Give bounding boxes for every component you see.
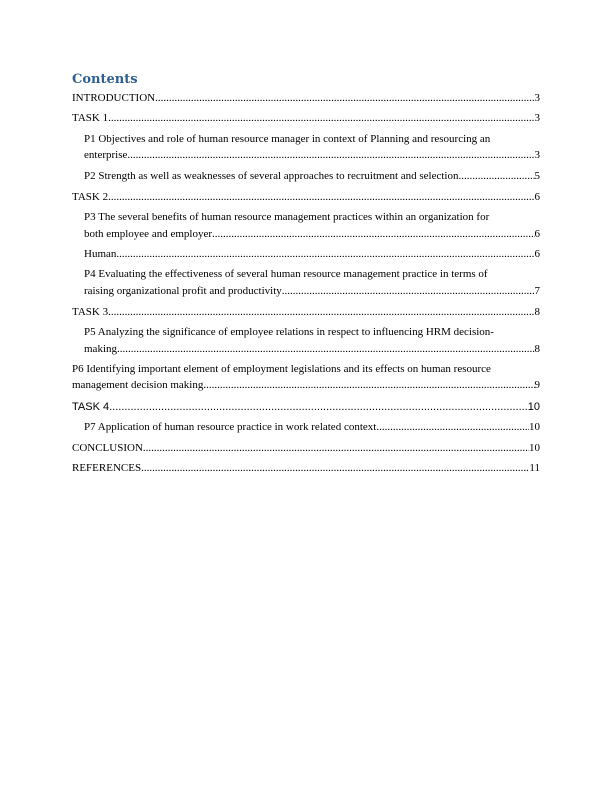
toc-entry-p3-first-line[interactable]: P3 The several benefits of human resource management practices within an organization for <box>84 211 490 223</box>
toc-entry-task-4[interactable] <box>72 401 540 414</box>
toc-entry-label: REFERENCES <box>72 462 142 474</box>
toc-entry-label: TASK 3 <box>72 306 109 318</box>
toc-entry-task-2[interactable] <box>72 191 540 204</box>
toc-entry-task-3[interactable] <box>72 306 540 319</box>
leader-dots <box>109 401 528 414</box>
toc-entry-page: 8 <box>534 343 540 355</box>
leader-dots <box>141 462 529 475</box>
toc-entry-references[interactable] <box>72 462 540 475</box>
toc-entry-page: 8 <box>534 306 540 318</box>
toc-entry-page: 6 <box>534 228 540 240</box>
toc-entry-page: 10 <box>527 401 540 413</box>
toc-entry-p6[interactable] <box>72 379 540 392</box>
leader-dots <box>108 306 534 319</box>
toc-entry-label: TASK 2 <box>72 191 109 203</box>
leader-dots <box>116 248 534 261</box>
toc-entry-p4-first-line[interactable]: P4 Evaluating the effectiveness of several human resource management practice in terms of <box>84 268 488 280</box>
toc-entry-p5-first-line[interactable]: P5 Analyzing the significance of employee relations in respect to influencing HRM decision- <box>84 326 494 338</box>
toc-entry-label: P7 Application of human resource practice in work related context <box>84 421 377 433</box>
toc-entry-label: P2 Strength as well as weaknesses of several approaches to recruitment and selection <box>84 170 459 182</box>
toc-entry-page: 5 <box>534 170 540 182</box>
toc-entry-p2[interactable] <box>84 170 540 183</box>
toc-entry-p1[interactable] <box>84 149 540 162</box>
toc-entry-introduction[interactable] <box>72 92 540 105</box>
toc-entry-label: TASK 1 <box>72 112 109 124</box>
leader-dots <box>143 442 529 455</box>
toc-entry-page: 7 <box>534 285 540 297</box>
leader-dots <box>108 191 534 204</box>
toc-entry-label: TASK 4 <box>72 401 110 413</box>
toc-entry-page: 3 <box>534 112 540 124</box>
toc-entry-label: CONCLUSION <box>72 442 143 454</box>
toc-heading: Contents <box>72 72 138 87</box>
toc-entry-page: 3 <box>534 92 540 104</box>
toc-entry-page: 10 <box>529 442 540 454</box>
leader-dots <box>117 343 535 356</box>
toc-entry-p7[interactable] <box>84 421 540 434</box>
toc-entry-page: 10 <box>529 421 540 433</box>
toc-entry-page: 6 <box>534 191 540 203</box>
toc-entry-p3[interactable] <box>84 228 540 241</box>
toc-entry-label: both employee and employer <box>84 228 212 240</box>
toc-entry-p6-first-line[interactable]: P6 Identifying important element of employment legislations and its effects on human resource <box>72 363 491 375</box>
toc-entry-page: 9 <box>534 379 540 391</box>
toc-entry-page: 3 <box>534 149 540 161</box>
toc-entry-p1-first-line[interactable]: P1 Objectives and role of human resource manager in context of Planning and resourcing an <box>84 133 491 145</box>
toc-entry-label: management decision making <box>72 379 204 391</box>
toc-entry-p4[interactable] <box>84 285 540 298</box>
toc-entry-label: enterprise <box>84 149 128 161</box>
leader-dots <box>108 112 534 125</box>
leader-dots <box>459 170 535 183</box>
leader-dots <box>127 149 534 162</box>
toc-entry-label: making <box>84 343 117 355</box>
leader-dots <box>376 421 529 434</box>
toc-entry-conclusion[interactable] <box>72 442 540 455</box>
toc-entry-label: Human <box>84 248 117 260</box>
leader-dots <box>203 379 534 392</box>
toc-entry-task-1[interactable] <box>72 112 540 125</box>
leader-dots <box>155 92 534 105</box>
toc-entry-human[interactable] <box>84 248 540 261</box>
leader-dots <box>212 228 535 241</box>
toc-entry-page: 6 <box>534 248 540 260</box>
toc-entry-page: 11 <box>529 462 540 474</box>
toc-entry-p5[interactable] <box>84 343 540 356</box>
toc-entry-label: raising organizational profit and productivity <box>84 285 282 297</box>
leader-dots <box>282 285 535 298</box>
toc-entry-label: INTRODUCTION <box>72 92 156 104</box>
